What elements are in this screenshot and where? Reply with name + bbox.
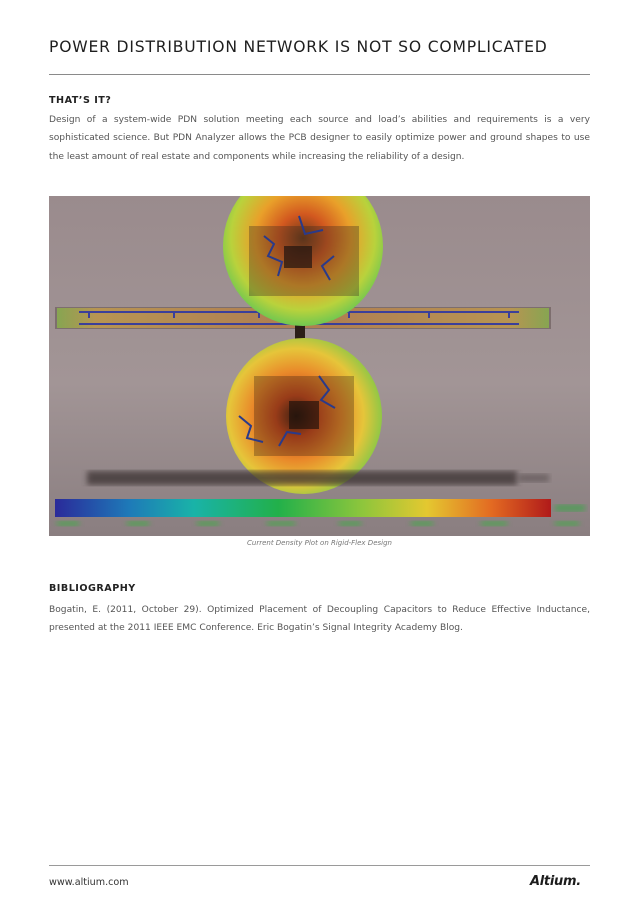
altium-logo [530,874,581,889]
footer-divider [49,865,590,866]
pcb-heatmap-graphic [49,196,590,536]
logo-text: Altium [530,874,577,889]
footer-website-link[interactable]: www.altium.com [49,877,129,888]
section-heading-bibliography: BIBLIOGRAPHY [49,583,136,594]
section-heading-thats-it: THAT’S IT? [49,95,112,106]
section-body-thats-it: Design of a system-wide PDN solution meeting each source and load’s abilities and requirements is a very sophisticated science. But PDN Analyzer allows the PCB designer to easily optimize power and ground shapes to use the least amount of real estate and components while increasing the reliability of a design. [49,115,590,162]
page-title: POWER DISTRIBUTION NETWORK IS NOT SO COMPLICATED [49,38,548,56]
current-density-plot-image [49,196,590,536]
logo-dot: . [576,874,581,889]
figure-caption: Current Density Plot on Rigid-Flex Design [247,539,392,547]
title-divider [49,74,590,75]
section-body-bibliography: Bogatin, E. (2011, October 29). Optimized Placement of Decoupling Capacitors to Reduce Effective Inductance, presented at the 2011 IEEE EMC Conference. Eric Bogatin’s Signal Integrity Academy Blog. [49,605,590,634]
